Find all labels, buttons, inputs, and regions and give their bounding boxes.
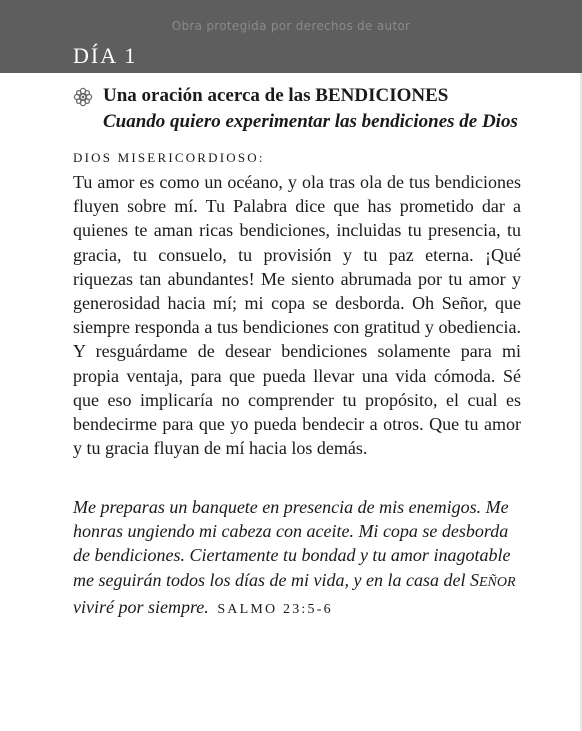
header-bar — [0, 0, 582, 73]
verse-text-smallcaps: EÑOR — [478, 574, 516, 590]
prayer-body: Tu amor es como un océano, y ola tras ola de tus bendiciones fluyen sobre mí. Tu Palabra dice que has prometido dar a quienes te aman ricas bendiciones, incluidas tu presencia, tu gracia, tu consuelo, tu provisión y tu paz eterna. ¡Qué riquezas tan abundantes! Me siento abrumada por tu amor y generosidad hacia mí; mi copa se desborda. Oh Señor, que siempre responda a tus bendiciones con gratitud y obediencia. Y resguárdame de desear bendiciones solamente para mi propia ventaja, para que pueda llevar una vida cómoda. Sé que eso implicaría no comprender tu propósito, el cual es bendecirme para que yo pueda bendecir a otros. Que tu amor y tu gracia fluyan de mí hacia los demás. — [73, 172, 521, 459]
flower-ornament-icon — [73, 87, 93, 107]
verse-text-end: viviré por siempre. — [73, 596, 209, 617]
prayer-title: Una oración acerca de las BENDICIONES — [103, 85, 449, 106]
verse-text: Me preparas un banquete en presencia de mis enemigos. Me honras ungiendo mi cabeza con aceite. Mi copa se desborda de bendiciones. Ciertamente tu bondad y tu amor inagotable me seguirán todos los días de mi vida, y en la casa del S — [73, 497, 511, 590]
scripture-verse — [73, 495, 525, 622]
copyright-watermark: Obra protegida por derechos de autor — [171, 19, 411, 33]
verse-reference: SALMO 23:5-6 — [217, 601, 333, 617]
day-title: DÍA 1 — [73, 43, 138, 68]
prayer-subtitle: Cuando quiero experimentar las bendiciones de Dios — [103, 111, 518, 132]
salutation: DIOS MISERICORDIOSO: — [73, 150, 265, 165]
